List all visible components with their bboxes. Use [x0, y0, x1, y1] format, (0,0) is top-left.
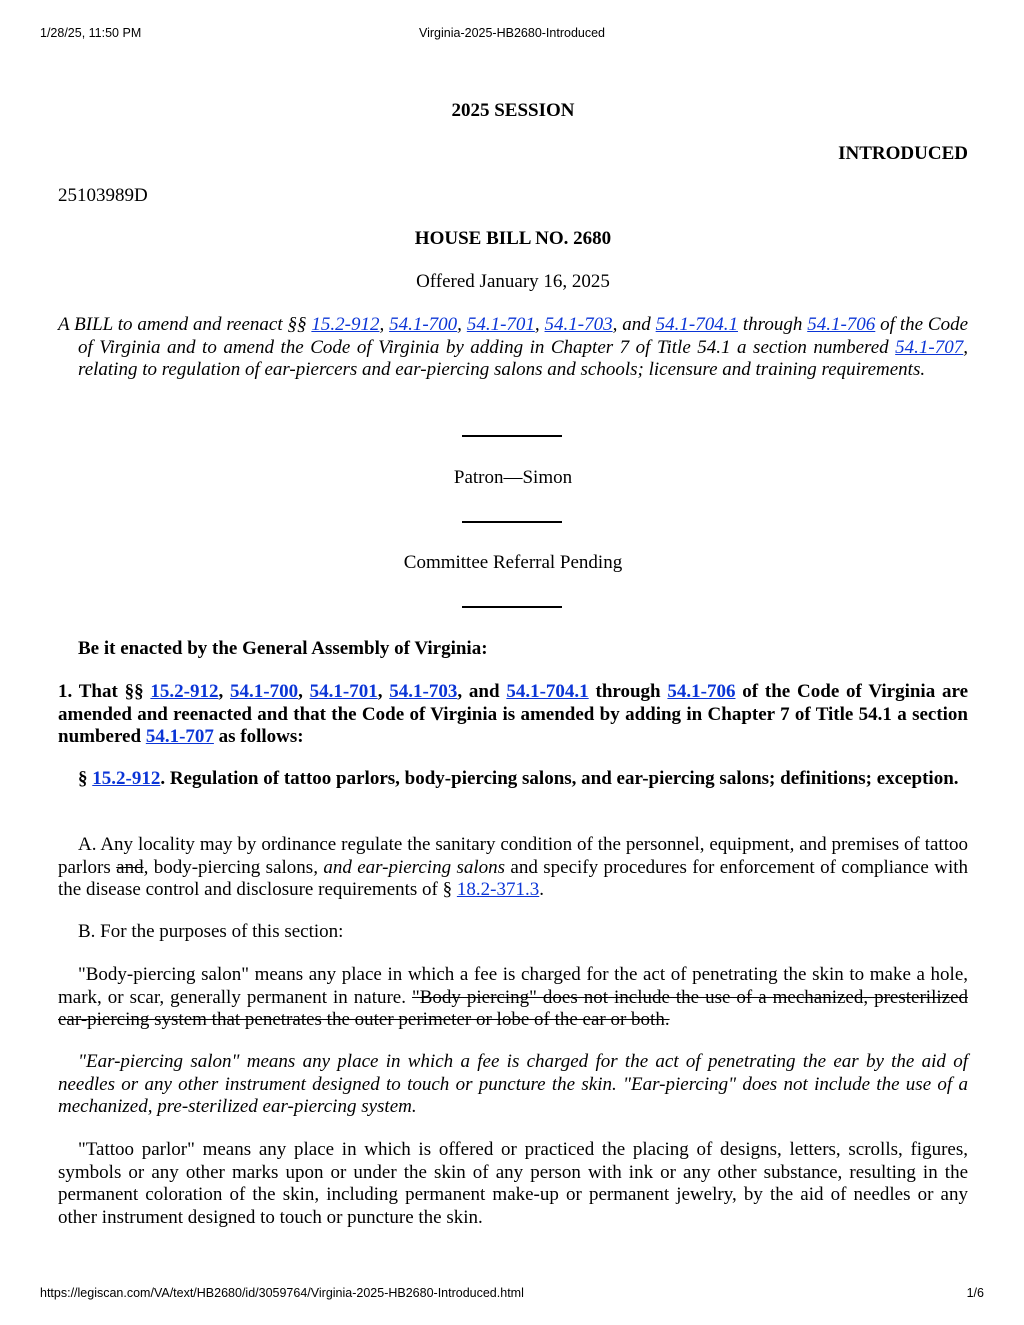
- enacting-clause: Be it enacted by the General Assembly of Virginia:: [78, 638, 488, 659]
- link-54-1-704-1[interactable]: 54.1-704.1: [506, 681, 589, 702]
- bill-summary: A BILL to amend and reenact §§ 15.2-912, 54.1-700, 54.1-701, 54.1-703, and 54.1-704.1 through 54.1-706 of the Code of Virginia and to amend the Code of Virginia by adding in Chapter 7 of Title 54.1 a section numbered 54.1-707, relating to regulation of ear-piercers and ear-piercing salons and schools; licensure and training requirements.: [58, 314, 969, 380]
- committee-referral: Committee Referral Pending: [403, 552, 623, 573]
- print-datetime: 1/28/25, 11:50 PM: [40, 26, 142, 40]
- link-15-2-912[interactable]: 15.2-912: [311, 314, 380, 335]
- section-1-clause: 1. That §§ 15.2-912, 54.1-700, 54.1-701, 54.1-703, and 54.1-704.1 through 54.1-706 of the Code of Virginia are amended and reenacted and that the Code of Virginia is amended by adding in Chapter 7 of Title 54.1 a section numbered 54.1-707 as follows:: [58, 681, 969, 747]
- link-54-1-706[interactable]: 54.1-706: [667, 681, 736, 702]
- definition-ear-piercing-salon: "Ear-piercing salon" means any place in which a fee is charged for the act of penetrating the ear by the aid of needles or any other instrument designed to touch or puncture the skin. "Ear-piercing" does not include the use of a mechanized, pre-sterilized ear-piercing system.: [58, 1051, 968, 1117]
- offered-date: Offered January 16, 2025: [416, 271, 610, 292]
- paragraph-a: A. Any locality may by ordinance regulate the sanitary condition of the personnel, equipment, and premises of tattoo parlors and, body-piercing salons, and ear-piercing salons and specify procedures for enforcement of compliance with the disease control and disclosure requirements of § 18.2-371.3.: [58, 834, 969, 900]
- document-id: 25103989D: [58, 185, 148, 206]
- divider: [462, 435, 562, 437]
- definition-tattoo-parlor: "Tattoo parlor" means any place in which is offered or practiced the placing of designs, letters, scrolls, figures, symbols or any other marks upon or under the skin of any person with ink or any other substance, resulting in the permanent coloration of the skin, including permanent make-up or permanent jewelry, by the aid of needles or any other instrument designed to touch or puncture the skin.: [58, 1139, 968, 1228]
- link-18-2-371-3[interactable]: 18.2-371.3: [456, 879, 540, 900]
- link-54-1-707[interactable]: 54.1-707: [895, 336, 964, 358]
- link-54-1-701[interactable]: 54.1-701: [309, 681, 378, 702]
- session-label: 2025 SESSION: [451, 100, 575, 121]
- link-54-1-704-1[interactable]: 54.1-704.1: [655, 314, 738, 335]
- link-54-1-701[interactable]: 54.1-701: [466, 314, 535, 335]
- divider: [462, 606, 562, 608]
- struck-text: and: [116, 856, 144, 878]
- link-15-2-912[interactable]: 15.2-912: [150, 681, 219, 702]
- link-54-1-703[interactable]: 54.1-703: [389, 681, 458, 702]
- page-number: 1/6: [966, 1286, 984, 1300]
- struck-text: "Body piercing" does not include the use of a mechanized, presterilized ear-piercing system that penetrates the outer perimeter or lobe of the ear or both.: [58, 986, 968, 1030]
- patron: Patron—Simon: [453, 467, 573, 488]
- link-54-1-703[interactable]: 54.1-703: [544, 314, 613, 335]
- section-heading: § 15.2-912. Regulation of tattoo parlors, body-piercing salons, and ear-piercing salons; definitions; exception.: [78, 768, 959, 789]
- link-54-1-700[interactable]: 54.1-700: [389, 314, 458, 335]
- page-url: https://legiscan.com/VA/text/HB2680/id/3059764/Virginia-2025-HB2680-Introduced.html: [40, 1286, 524, 1300]
- bill-title: HOUSE BILL NO. 2680: [414, 228, 612, 249]
- link-54-1-700[interactable]: 54.1-700: [230, 681, 299, 702]
- link-15-2-912[interactable]: 15.2-912: [92, 768, 161, 789]
- link-54-1-706[interactable]: 54.1-706: [807, 314, 876, 335]
- print-page-title: Virginia-2025-HB2680-Introduced: [419, 26, 605, 40]
- status-label: INTRODUCED: [838, 143, 968, 164]
- paragraph-b: B. For the purposes of this section:: [78, 921, 344, 942]
- definition-body-piercing-salon: "Body-piercing salon" means any place in which a fee is charged for the act of penetrating the skin to make a hole, mark, or scar, generally permanent in nature. "Body piercing" does not include the use of a mechanized, presterilized ear-piercing system that penetrates the outer perimeter or lobe of the ear or both.: [58, 964, 968, 1030]
- divider: [462, 521, 562, 523]
- link-54-1-707[interactable]: 54.1-707: [145, 726, 214, 747]
